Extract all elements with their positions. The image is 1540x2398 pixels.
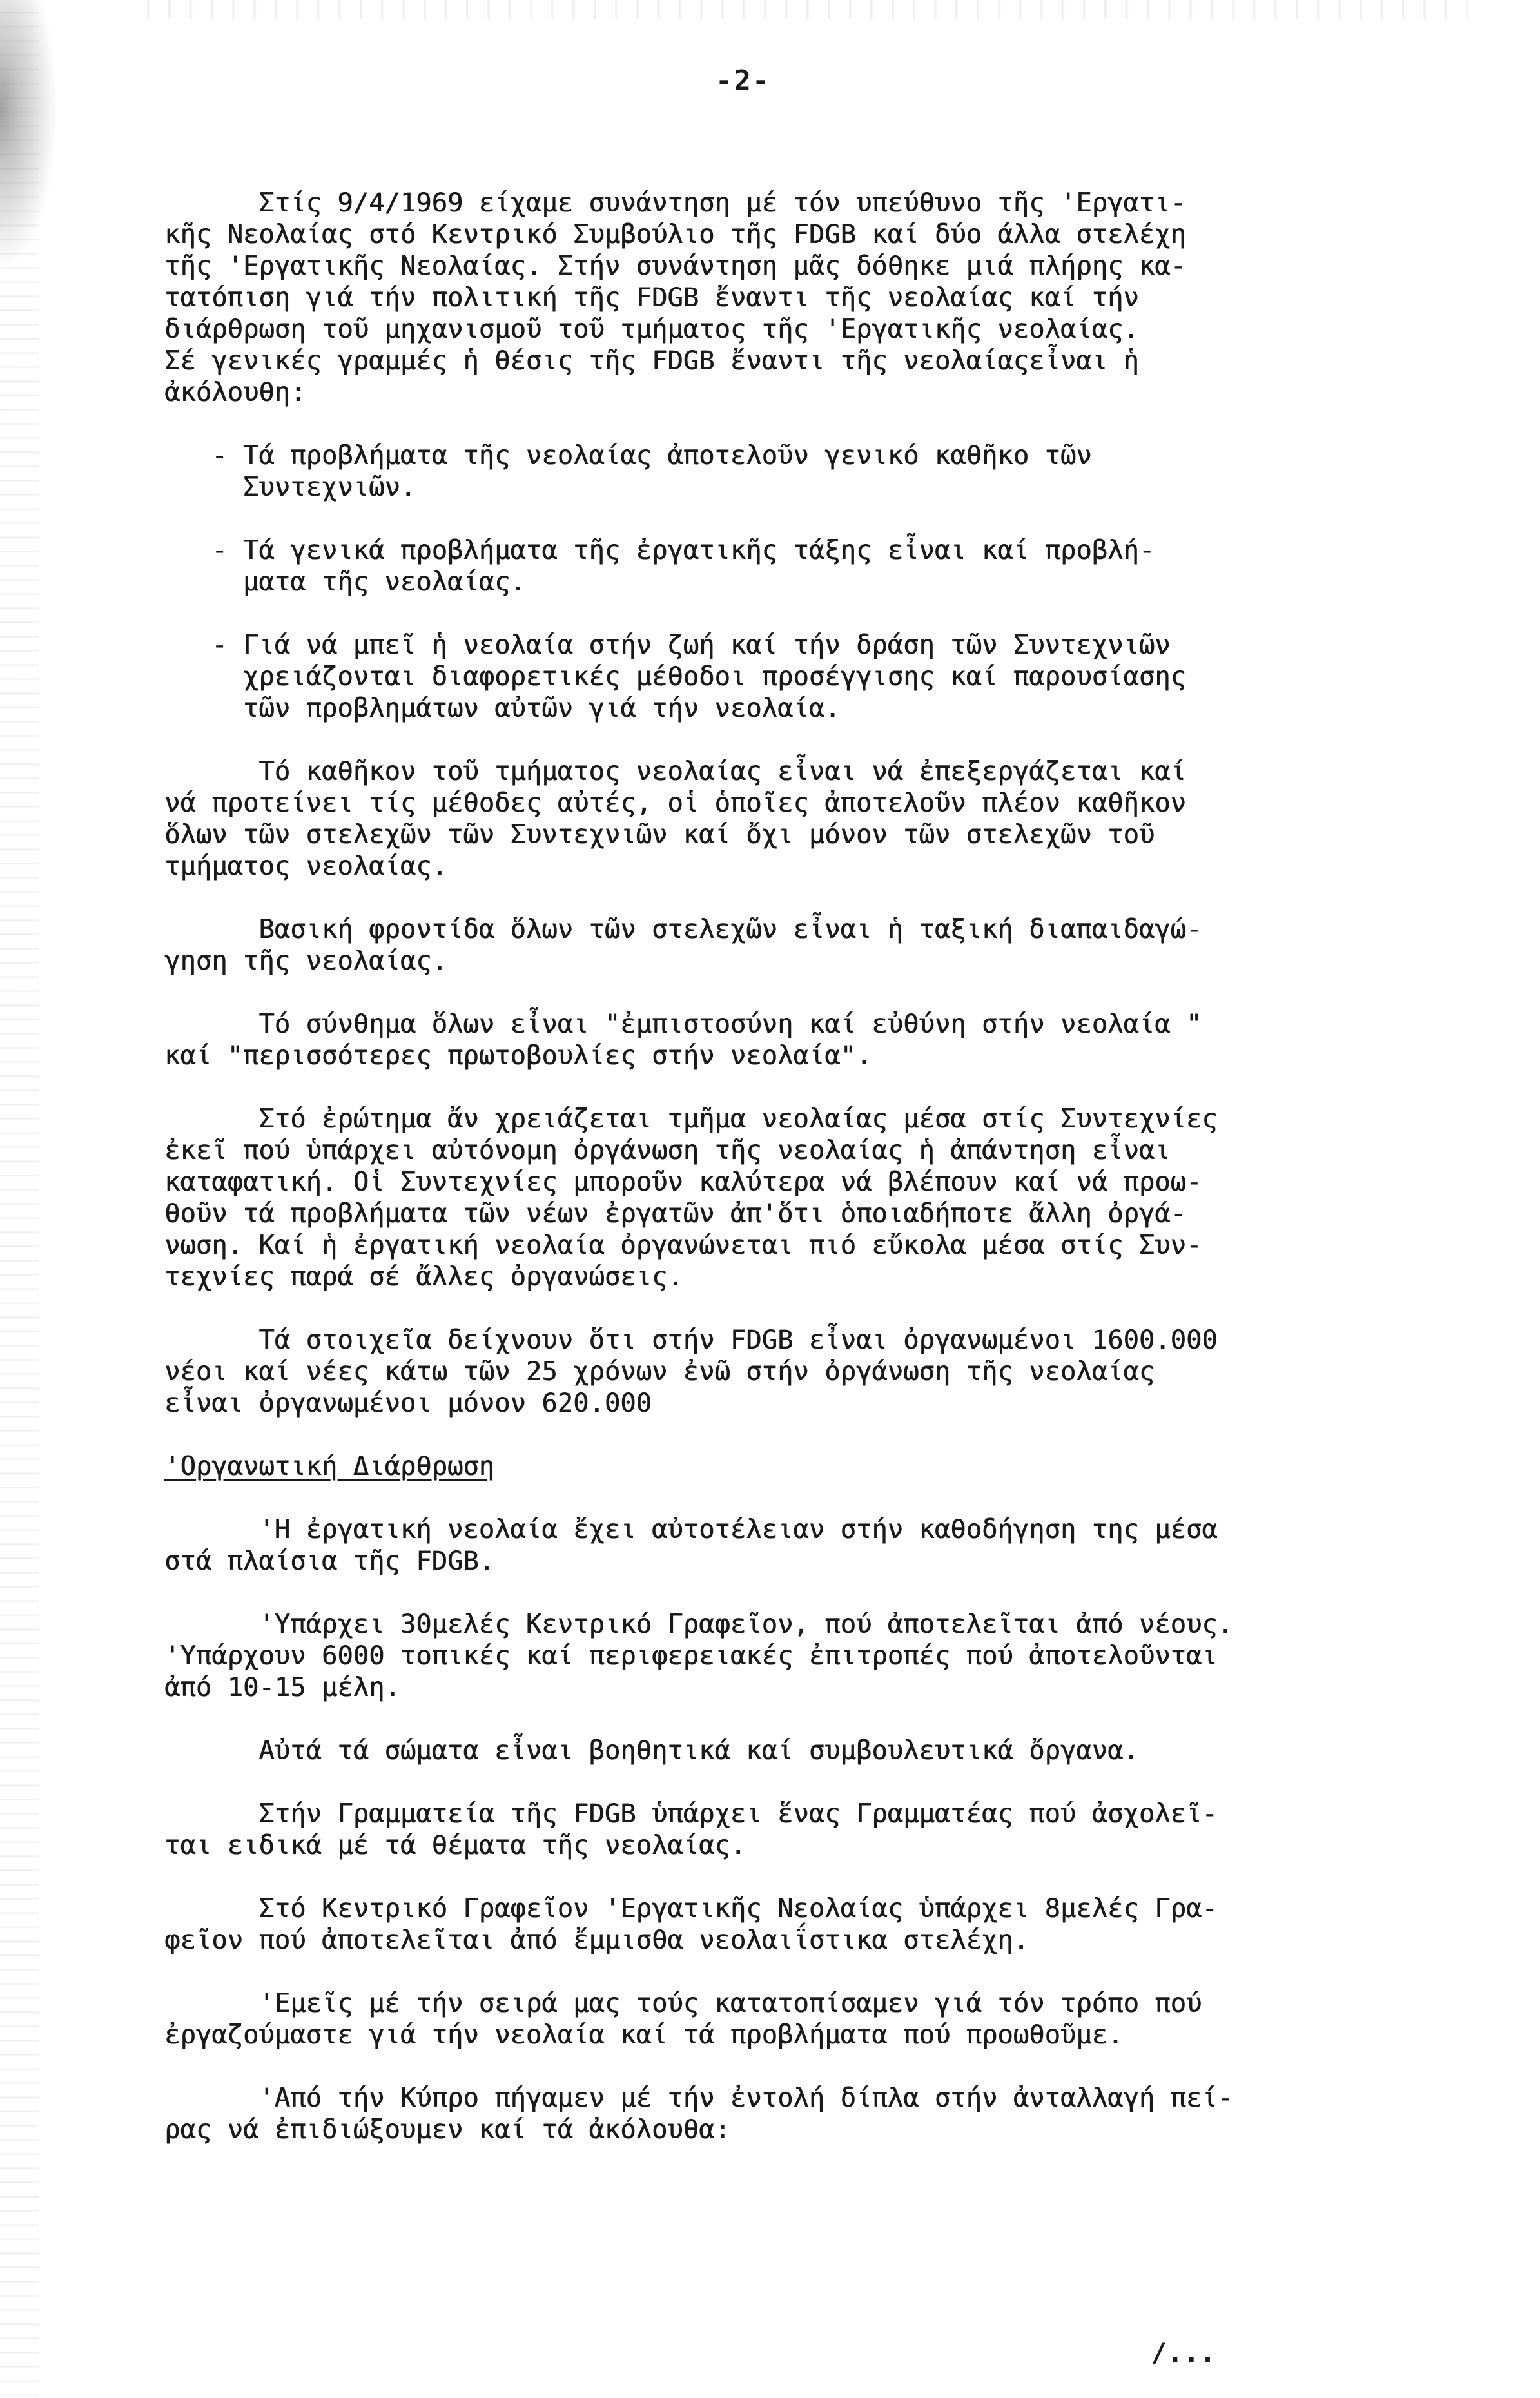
paragraph bbox=[164, 2082, 1479, 2145]
text-line: 'Από τήν Κύπρο πήγαμεν μέ τήν ἐντολή δίπλα στήν ἀνταλλαγή πεί- bbox=[164, 2082, 1234, 2113]
paragraph-gap bbox=[164, 1956, 1479, 1987]
bullet-item bbox=[164, 534, 1479, 598]
heading-text: 'Οργανωτική Διάρθρωση bbox=[164, 1450, 495, 1481]
text-line: νά προτείνει τίς μέθοδες αὐτές, οἱ ὁποῖες ἀποτελοῦν πλέον καθῆκον bbox=[164, 787, 1186, 818]
paragraph bbox=[164, 1324, 1479, 1419]
paragraph bbox=[164, 913, 1479, 977]
text-line: ὅλων τῶν στελεχῶν τῶν Συντεχνιῶν καί ὄχι μόνον τῶν στελεχῶν τοῦ bbox=[164, 819, 1155, 850]
paragraph bbox=[164, 1735, 1479, 1766]
paragraph-gap bbox=[164, 1071, 1479, 1103]
text-line: Στό ἐρώτημα ἄν χρειάζεται τμῆμα νεολαίας μέσα στίς Συντεχνίες bbox=[164, 1103, 1218, 1134]
bullet-item bbox=[164, 629, 1479, 724]
text-line: καταφατική. Οἱ Συντεχνίες μποροῦν καλύτερα νά βλέπουν καί νά προω- bbox=[164, 1166, 1202, 1197]
paragraph-gap bbox=[164, 977, 1479, 1008]
paragraph-gap bbox=[164, 1577, 1479, 1608]
text-line: ρας νά ἐπιδιώξουμεν καί τά ἀκόλουθα: bbox=[164, 2114, 730, 2145]
text-line: Βασική φροντίδα ὅλων τῶν στελεχῶν εἶναι ἡ ταξική διαπαιδαγώ- bbox=[164, 913, 1202, 944]
text-line: ἐκεῖ πού ὑπάρχει αὐτόνομη ὀργάνωση τῆς νεολαίας ἡ ἀπάντηση εἶναι bbox=[164, 1135, 1171, 1165]
scan-corner-smudge bbox=[0, 0, 58, 271]
paragraph-gap bbox=[164, 1482, 1479, 1514]
paragraph-gap bbox=[164, 1419, 1479, 1450]
paragraph-gap bbox=[164, 598, 1479, 629]
paragraph bbox=[164, 1608, 1479, 1703]
section-heading bbox=[164, 1450, 1479, 1482]
text-line: τατόπιση γιά τήν πολιτική τῆς FDGB ἔναντι τῆς νεολαίας καί τήν bbox=[164, 282, 1139, 313]
text-line: φεῖον πού ἀποτελεῖται ἀπό ἔμμισθα νεολαιΐστικα στελέχη. bbox=[164, 1924, 1029, 1955]
text-line: κῆς Νεολαίας στό Κεντρικό Συμβούλιο τῆς FDGB καί δύο άλλα στελέχη bbox=[164, 219, 1186, 249]
text-line: Τό καθῆκον τοῦ τμήματος νεολαίας εἶναι νά ἐπεξεργάζεται καί bbox=[164, 755, 1186, 786]
text-line: τῆς 'Εργατικῆς Νεολαίας. Στήν συνάντηση μᾶς δόθηκε μιά πλήρης κα- bbox=[164, 250, 1186, 281]
text-line: τεχνίες παρά σέ ἄλλες ὀργανώσεις. bbox=[164, 1261, 683, 1292]
text-line: Σέ γενικές γραμμές ἡ θέσις τῆς FDGB ἔναντι τῆς νεολαίαςεἶναι ἡ bbox=[164, 345, 1139, 376]
paragraph bbox=[164, 1893, 1479, 1956]
paragraph-gap bbox=[164, 882, 1479, 913]
scan-top-noise bbox=[129, 0, 1483, 19]
text-line: θοῦν τά προβλήματα τῶν νέων ἐργατῶν ἀπ'ὅτι ὁποιαδήποτε ἄλλη ὀργά- bbox=[164, 1198, 1186, 1229]
paragraph bbox=[164, 1103, 1479, 1292]
text-line: Τά στοιχεῖα δείχνουν ὅτι στήν FDGB εἶναι ὀργανωμένοι 1600.000 bbox=[164, 1324, 1218, 1355]
text-line: 'Υπάρχει 30μελές Κεντρικό Γραφεῖον, πού ἀποτελεῖται ἀπό νέους. bbox=[164, 1608, 1234, 1639]
paragraph-gap bbox=[164, 1766, 1479, 1798]
text-line: Στήν Γραμματεία τῆς FDGB ὑπάρχει ἕνας Γραμματέας πού ἀσχολεῖ- bbox=[164, 1798, 1218, 1829]
paragraph-gap bbox=[164, 1703, 1479, 1735]
text-line: Αὐτά τά σώματα εἶναι βοηθητικά καί συμβουλευτικά ὄργανα. bbox=[164, 1735, 1139, 1766]
paragraph bbox=[164, 755, 1479, 882]
text-line: - Τά προβλήματα τῆς νεολαίας ἀποτελοῦν γενικό καθῆκο τῶν bbox=[164, 440, 1092, 471]
paragraph bbox=[164, 1987, 1479, 2051]
text-line: ται ειδικά μέ τά θέματα τῆς νεολαίας. bbox=[164, 1829, 746, 1860]
text-line: γηση τῆς νεολαίας. bbox=[164, 945, 447, 976]
paragraph-gap bbox=[164, 1292, 1479, 1324]
page-number: -2- bbox=[716, 64, 771, 97]
text-line: στά πλαίσια τῆς FDGB. bbox=[164, 1545, 495, 1576]
text-line: ἀκόλουθη: bbox=[164, 376, 306, 407]
text-line: 'Εμεῖς μέ τήν σειρά μας τούς κατατοπίσαμεν γιά τόν τρόπο πού bbox=[164, 1987, 1202, 2018]
text-line: Τό σύνθημα ὅλων εἶναι "ἐμπιστοσύνη καί εὐθύνη στήν νεολαία " bbox=[164, 1008, 1202, 1039]
text-line: καί "περισσότερες πρωτοβουλίες στήν νεολαία". bbox=[164, 1040, 872, 1071]
text-line: 'Υπάρχουν 6000 τοπικές καί περιφερειακές ἐπιτροπές πού ἀποτελοῦνται bbox=[164, 1640, 1218, 1671]
continuation-mark: /... bbox=[1151, 2337, 1216, 2368]
document-body bbox=[164, 187, 1479, 2145]
text-line: εἶναι ὀργανωμένοι μόνον 620.000 bbox=[164, 1387, 652, 1418]
paragraph bbox=[164, 187, 1479, 408]
paragraph-gap bbox=[164, 2051, 1479, 2082]
text-line: 'Η ἐργατική νεολαία ἔχει αὐτοτέλειαν στήν καθοδήγηση της μέσα bbox=[164, 1514, 1218, 1545]
text-line: τμήματος νεολαίας. bbox=[164, 850, 447, 881]
text-line: Στίς 9/4/1969 είχαμε συνάντηση μέ τόν υπεύθυνο τῆς 'Εργατι- bbox=[164, 187, 1186, 218]
text-line: - Γιά νά μπεῖ ἡ νεολαία στήν ζωή καί τήν δράση τῶν Συντεχνιῶν bbox=[164, 629, 1171, 660]
text-line: νέοι καί νέες κάτω τῶν 25 χρόνων ἐνῶ στήν ὀργάνωση τῆς νεολαίας bbox=[164, 1356, 1155, 1387]
text-line: τῶν προβλημάτων αὐτῶν γιά τήν νεολαία. bbox=[164, 692, 841, 723]
text-line: χρειάζονται διαφορετικές μέθοδοι προσέγγισης καί παρουσίασης bbox=[164, 661, 1186, 692]
text-line: ἐργαζούμαστε γιά τήν νεολαία καί τά προβλήματα πού προωθοῦμε. bbox=[164, 2019, 1124, 2050]
paragraph bbox=[164, 1514, 1479, 1577]
text-line: νωση. Καί ἡ ἐργατική νεολαία ὀργανώνεται πιό εὔκολα μέσα στίς Συν- bbox=[164, 1229, 1202, 1260]
paragraph-gap bbox=[164, 408, 1479, 440]
paragraph bbox=[164, 1798, 1479, 1861]
text-line: Συντεχνιῶν. bbox=[164, 471, 416, 502]
paragraph-gap bbox=[164, 724, 1479, 755]
text-line: ἀπό 10-15 μέλη. bbox=[164, 1672, 400, 1702]
text-line: - Τά γενικά προβλήματα τῆς ἐργατικῆς τάξης εἶναι καί προβλή- bbox=[164, 534, 1155, 565]
text-line: διάρθρωση τοῦ μηχανισμοῦ τοῦ τμήματος τῆς 'Εργατικῆς νεολαίας. bbox=[164, 313, 1139, 344]
paragraph-gap bbox=[164, 503, 1479, 534]
paragraph bbox=[164, 1008, 1479, 1071]
bullet-item bbox=[164, 440, 1479, 503]
text-line bbox=[164, 1450, 1479, 1482]
paragraph-gap bbox=[164, 1861, 1479, 1893]
text-line: ματα τῆς νεολαίας. bbox=[164, 566, 526, 597]
scan-margin-noise bbox=[0, 0, 39, 2398]
text-line: Στό Κεντρικό Γραφεῖον 'Εργατικῆς Νεολαίας ὑπάρχει 8μελές Γρα- bbox=[164, 1893, 1218, 1924]
